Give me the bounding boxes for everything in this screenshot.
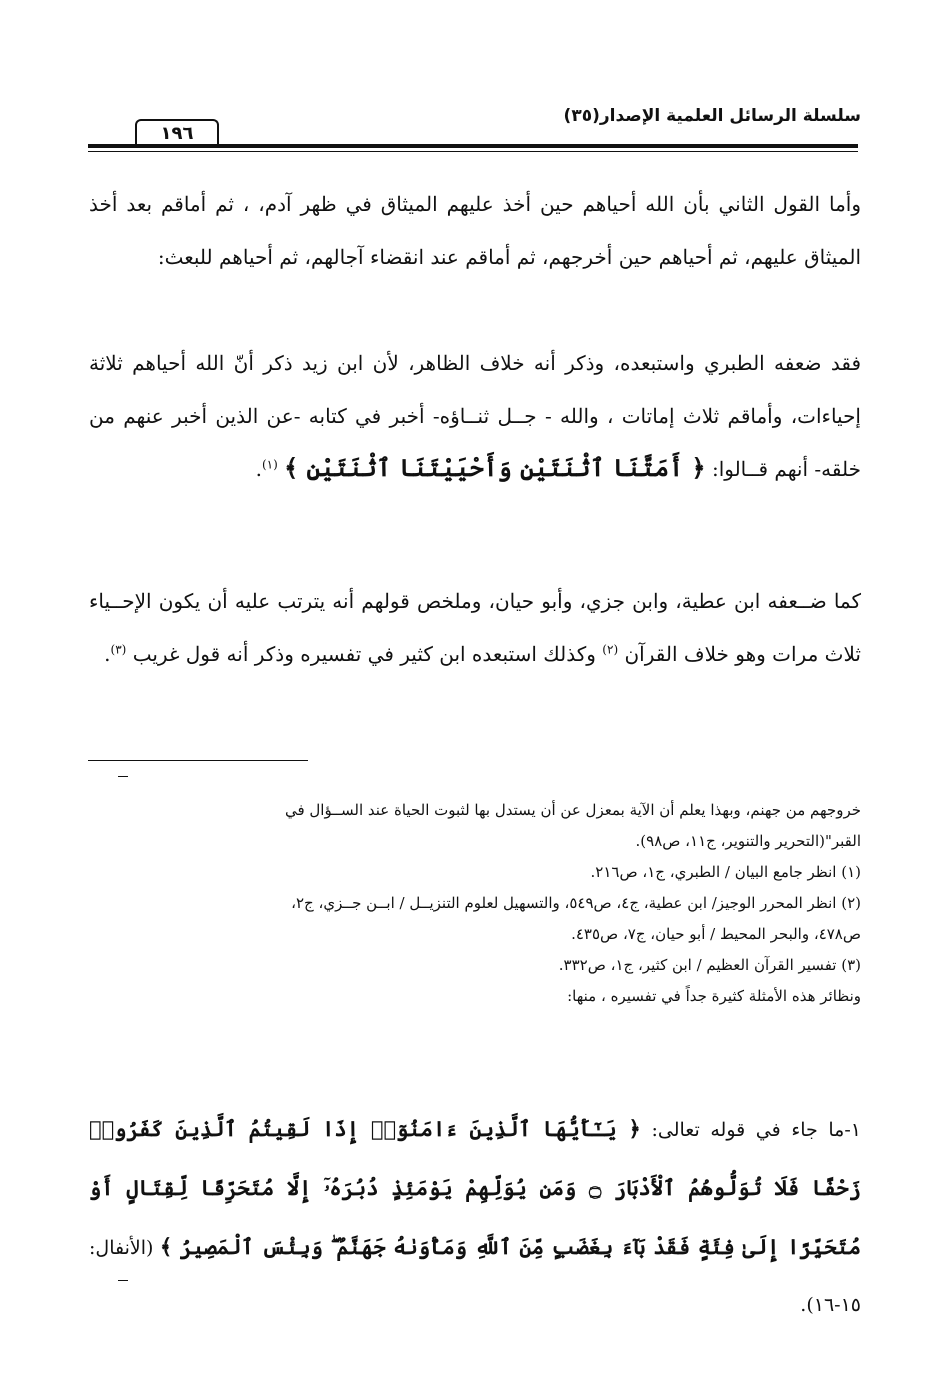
quran-verse-ghafir-11: ﴿ أَمَتَّنَا ٱثْنَتَيْنِ وَأَحْيَيْتَنَا ٱثْنَتَيْنِ ﴾ [284,453,706,482]
header-rule-thick [88,144,858,148]
footnote-separator [88,760,308,761]
paragraph-3: كما ضــعفه ابن عطية، وابن جزي، وأبو حيان، وملخص قولهم أنه يترتب عليه أن يكون الإحــياء ثلاث مرات وهو خلاف القرآن $^{(٢)}$ وكذلك استبعده ابن كثير في تفسيره وذكر أنه قول غريب $^{(٣)}$. [89,589,861,666]
footnote-line: القبر"(التحرير والتنوير، ج١١، ص٩٨). [635,832,861,850]
footnote-3: (٣) تفسير القرآن العظيم / ابن كثير، ج١، ص٣٣٢. [558,956,861,974]
footnote-mark-top [118,776,128,777]
paragraph-3-part-1: كما ضــعفه ابن عطية، وابن جزي، وأبو حيان، وملخص قولهم أنه يترتب عليه أن يكون الإحــياء ثلاث مرات وهو خلاف القرآن [89,589,861,666]
footnotes [89,795,861,1012]
footnote-mark-bottom [118,1280,128,1281]
footnote-1: (١) انظر جامع البيان / الطبري، ج١، ص٢١٦. [590,863,861,881]
footnote-3-cont: ونظائر هذه الأمثلة كثيرة جداً في تفسيره ، منها: [567,987,861,1005]
series-title: سلسلة الرسائل العلمية الإصدار(٣٥) [563,106,861,126]
header-rule-thin [88,151,858,152]
page-number: ١٩٦ [135,119,219,145]
example-1-citation: (الأنفال: ١٥-١٦). [89,1237,861,1316]
paragraph-2: فقد ضعفه الطبري واستبعده، وذكر أنه خلاف الظاهر، لأن ابن زيد ذكر أنّ الله أحياهم ثلاثة إحياءات، وأماقم ثلاث إماتات ، والله - جــل ثنــاؤه- أخبر في كتابه -عن الذين أخبر عنهم من خلقه- أنهم قــالوا: ﴿ أَمَتَّنَا ٱثْنَتَيْنِ وَأَحْيَيْتَنَا ٱثْنَتَيْنِ ﴾ $^{(١)}$. [89,351,861,482]
example-1-intro: ١-ما جاء في قوله تعالى: [651,1119,861,1141]
footnote-line: خروجهم من جهنم، وبهذا يعلم أن الآية بمعزل عن أن يستدل بها لثبوت الحياة عند الســؤال في [284,801,861,819]
paragraph-2-text: فقد ضعفه الطبري واستبعده، وذكر أنه خلاف الظاهر، لأن ابن زيد ذكر أنّ الله أحياهم ثلاثة إحياءات، وأماقم ثلاث إماتات ، والله - جــل ثنــاؤه- أخبر في كتابه -عن الذين أخبر عنهم من خلقه- أنهم قــالوا: [89,351,861,481]
example-1 [89,1100,861,1334]
footnote-ref-2: (٢) [602,641,619,656]
paragraph-3-part-2: وكذلك استبعده ابن كثير في تفسيره وذكر أنه قول غريب [132,641,596,666]
footnote-ref-1: (١) [261,457,278,472]
paragraph-1: وأما القول الثاني بأن الله أحياهم حين أخذ عليهم الميثاق في ظهر آدم، ، ثم أماقم بعد أخذ الميثاق عليهم، ثم أحياهم حين أخرجهم، ثم أماقم عند انقضاء آجالهم، ثم أحياهم للبعث: [89,192,861,269]
footnote-2: (٢) انظر المحرر الوجيز/ ابن عطية، ج٤، ص٥٤٩، والتسهيل لعلوم التنزيــل / ابــن جــزي، ج٢، [291,894,861,912]
footnote-ref-3: (٣) [110,641,127,656]
footnote-2-cont: ص٤٧٨، والبحر المحيط / أبو حيان، ج٧، ص٤٣٥. [571,925,861,943]
quran-verse-anfal-15-16: ﴿ يَـٰٓأَيُّهَا ٱلَّذِينَ ءَامَنُوٓا۟ إِذَا لَقِيتُمُ ٱلَّذِينَ كَفَرُوا۟ زَحْفًا فَلَا تُوَلُّوهُمُ ٱلْأَدْبَارَ ۝ وَمَن يُوَلِّهِمْ يَوْمَئِذٍ دُبُرَهُۥٓ إِلَّا مُتَحَرِّفًا لِّقِتَالٍ أَوْ مُتَحَيِّزًا إِلَىٰ فِئَةٍ فَقَدْ بَآءَ بِغَضَبٍ مِّنَ ٱللَّهِ وَمَأْوَىٰهُ جَهَنَّمُ ۖ وَبِئْسَ ٱلْمَصِيرُ ﴾ [89,1116,861,1259]
